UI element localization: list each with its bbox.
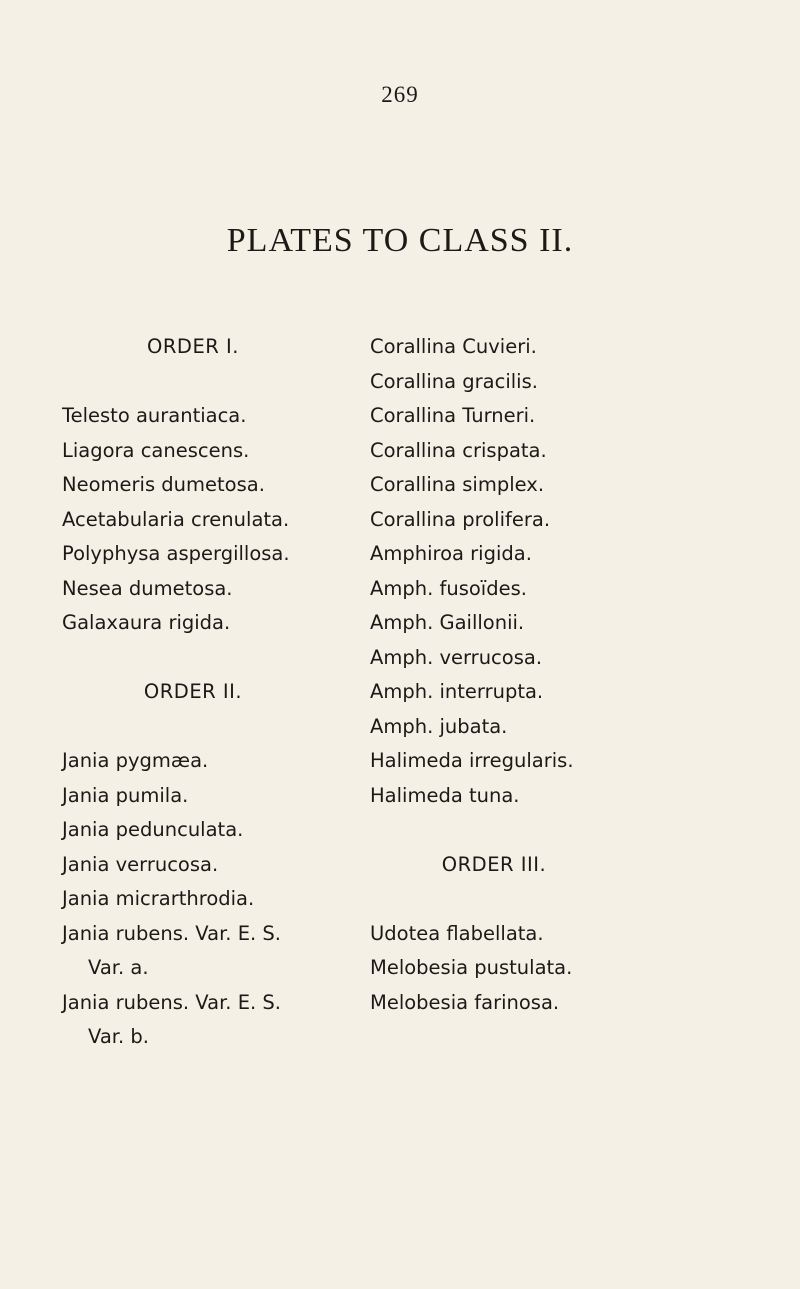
list-item: Galaxaura rigida. [62,611,231,634]
list-item: Nesea dumetosa. [62,576,233,600]
list-item: Jania rubens. Var. E. S. [62,921,281,945]
list-item: Jania verrucosa. [62,852,219,876]
list-item: Amph. Gaillonii. [370,611,525,634]
list-item: Udotea flabellata. [370,921,544,945]
list-item-variety: Var. a. [88,956,149,979]
spacer [62,710,362,745]
list-item: Corallina gracilis. [370,369,538,393]
spacer [370,882,790,917]
right-column [370,330,790,1020]
list-item: Neomeris dumetosa. [62,473,265,496]
page-number: 269 [381,82,419,107]
list-item: Corallina Turneri. [370,404,536,427]
list-item: Liagora canescens. [62,438,250,462]
list-item: Corallina simplex. [370,473,545,496]
list-item: Jania pygmæa. [62,749,209,772]
list-item: Amph. fusoïdes. [370,576,527,600]
list-item: Corallina Cuvieri. [370,335,537,358]
list-item: Jania pumila. [62,783,189,807]
order-2-heading: ORDER II. [143,680,243,703]
list-item: Telesto aurantiaca. [62,404,247,427]
list-item: Amph. jubata. [370,714,508,738]
list-item: Amph. verrucosa. [370,645,543,669]
order-3-heading: ORDER III. [441,852,547,876]
list-item: Corallina prolifera. [370,507,551,531]
list-item: Acetabularia crenulata. [62,507,290,531]
list-item-variety: Var. b. [88,1025,149,1048]
left-column [62,330,362,1055]
list-item: Halimeda tuna. [370,783,520,807]
list-item: Jania rubens. Var. E. S. [62,990,281,1014]
list-item: Amph. interrupta. [370,680,544,703]
list-item: Jania pedunculata. [62,818,244,841]
spacer [62,641,362,676]
page-title: PLATES TO CLASS II. [226,222,574,259]
list-item: Amphiroa rigida. [370,542,532,565]
list-item: Corallina crispata. [370,438,547,462]
order-1-heading: ORDER I. [147,335,239,358]
spacer [62,365,362,400]
list-item: Halimeda irregularis. [370,749,574,772]
list-item: Polyphysa aspergillosa. [62,542,290,565]
spacer [370,813,790,848]
list-item: Jania micrarthrodia. [62,887,255,910]
list-item: Melobesia pustulata. [370,956,573,979]
list-item: Melobesia farinosa. [370,990,560,1014]
